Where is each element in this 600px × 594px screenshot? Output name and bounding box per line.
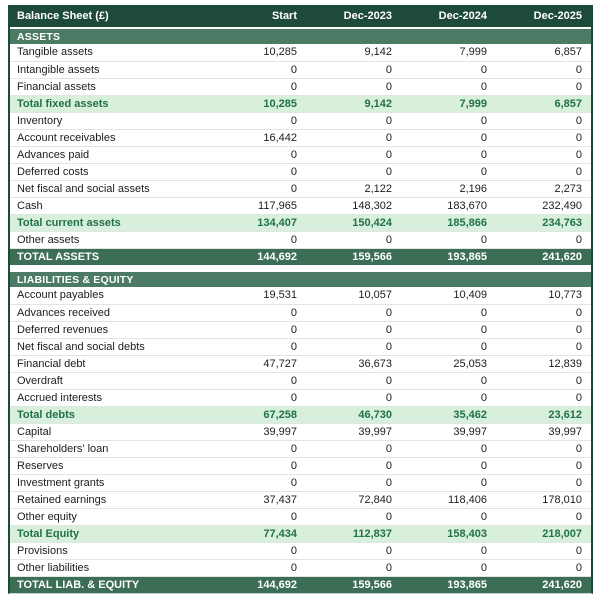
cell-value: 0 bbox=[496, 542, 591, 559]
table-row bbox=[10, 355, 591, 372]
cell-value: 12,839 bbox=[496, 355, 591, 372]
cell-value: 117,965 bbox=[211, 197, 306, 214]
table-row bbox=[10, 44, 591, 61]
row-label: Deferred costs bbox=[10, 163, 211, 180]
balance-sheet-table bbox=[8, 5, 593, 594]
row-label: Total fixed assets bbox=[10, 95, 211, 112]
section-header-row bbox=[10, 271, 591, 287]
cell-value: 0 bbox=[306, 163, 401, 180]
cell-value: 0 bbox=[401, 338, 496, 355]
column-header-start: Start bbox=[211, 5, 306, 28]
cell-value: 0 bbox=[211, 112, 306, 129]
row-label: Other assets bbox=[10, 231, 211, 248]
cell-value: 150,424 bbox=[306, 214, 401, 231]
cell-value: 16,442 bbox=[211, 129, 306, 146]
cell-value: 0 bbox=[211, 231, 306, 248]
cell-value: 0 bbox=[496, 231, 591, 248]
cell-value: 0 bbox=[306, 78, 401, 95]
cell-value: 0 bbox=[306, 146, 401, 163]
cell-value: 0 bbox=[211, 78, 306, 95]
cell-value: 6,857 bbox=[496, 44, 591, 61]
cell-value: 159,566 bbox=[306, 248, 401, 265]
cell-value: 0 bbox=[306, 129, 401, 146]
cell-value: 218,007 bbox=[496, 525, 591, 542]
cell-value: 234,763 bbox=[496, 214, 591, 231]
row-label: Total current assets bbox=[10, 214, 211, 231]
cell-value: 0 bbox=[496, 112, 591, 129]
cell-value: 0 bbox=[306, 321, 401, 338]
table-row bbox=[10, 576, 591, 593]
row-label: Financial debt bbox=[10, 355, 211, 372]
cell-value: 0 bbox=[496, 457, 591, 474]
cell-value: 36,673 bbox=[306, 355, 401, 372]
table-row bbox=[10, 525, 591, 542]
cell-value: 0 bbox=[401, 321, 496, 338]
row-label: Net fiscal and social assets bbox=[10, 180, 211, 197]
table-row bbox=[10, 231, 591, 248]
row-label: TOTAL LIAB. & EQUITY bbox=[10, 576, 211, 593]
cell-value: 0 bbox=[211, 474, 306, 491]
cell-value: 72,840 bbox=[306, 491, 401, 508]
cell-value: 0 bbox=[306, 112, 401, 129]
table-row bbox=[10, 304, 591, 321]
row-label: Other liabilities bbox=[10, 559, 211, 576]
cell-value: 10,057 bbox=[306, 287, 401, 304]
cell-value: 0 bbox=[306, 338, 401, 355]
cell-value: 0 bbox=[211, 146, 306, 163]
row-label: Retained earnings bbox=[10, 491, 211, 508]
column-header-dec-2024: Dec-2024 bbox=[401, 5, 496, 28]
cell-value: 112,837 bbox=[306, 525, 401, 542]
header-row bbox=[10, 5, 591, 28]
row-label: Reserves bbox=[10, 457, 211, 474]
table-row bbox=[10, 372, 591, 389]
column-header-dec-2023: Dec-2023 bbox=[306, 5, 401, 28]
table-row bbox=[10, 457, 591, 474]
cell-value: 0 bbox=[496, 372, 591, 389]
cell-value: 0 bbox=[496, 474, 591, 491]
cell-value: 144,692 bbox=[211, 576, 306, 593]
row-label: Financial assets bbox=[10, 78, 211, 95]
row-label: Net fiscal and social debts bbox=[10, 338, 211, 355]
cell-value: 0 bbox=[211, 559, 306, 576]
cell-value: 19,531 bbox=[211, 287, 306, 304]
cell-value: 0 bbox=[401, 231, 496, 248]
table-row bbox=[10, 491, 591, 508]
cell-value: 0 bbox=[306, 372, 401, 389]
row-label: Account receivables bbox=[10, 129, 211, 146]
cell-value: 0 bbox=[401, 304, 496, 321]
cell-value: 0 bbox=[306, 389, 401, 406]
cell-value: 118,406 bbox=[401, 491, 496, 508]
row-label: Account payables bbox=[10, 287, 211, 304]
cell-value: 0 bbox=[496, 61, 591, 78]
table-row bbox=[10, 287, 591, 304]
cell-value: 10,285 bbox=[211, 44, 306, 61]
cell-value: 47,727 bbox=[211, 355, 306, 372]
column-header-dec-2025: Dec-2025 bbox=[496, 5, 591, 28]
row-label: Cash bbox=[10, 197, 211, 214]
cell-value: 0 bbox=[401, 440, 496, 457]
table-row bbox=[10, 129, 591, 146]
table-row bbox=[10, 95, 591, 112]
cell-value: 0 bbox=[401, 508, 496, 525]
row-label: Deferred revenues bbox=[10, 321, 211, 338]
cell-value: 0 bbox=[401, 129, 496, 146]
row-label: Total Equity bbox=[10, 525, 211, 542]
cell-value: 0 bbox=[306, 508, 401, 525]
cell-value: 23,612 bbox=[496, 406, 591, 423]
cell-value: 0 bbox=[211, 180, 306, 197]
cell-value: 159,566 bbox=[306, 576, 401, 593]
row-label: Capital bbox=[10, 423, 211, 440]
cell-value: 0 bbox=[496, 389, 591, 406]
table-row bbox=[10, 542, 591, 559]
cell-value: 0 bbox=[211, 508, 306, 525]
table-row bbox=[10, 180, 591, 197]
cell-value: 6,857 bbox=[496, 95, 591, 112]
cell-value: 241,620 bbox=[496, 576, 591, 593]
cell-value: 232,490 bbox=[496, 197, 591, 214]
cell-value: 0 bbox=[496, 163, 591, 180]
table-row bbox=[10, 338, 591, 355]
cell-value: 2,122 bbox=[306, 180, 401, 197]
cell-value: 178,010 bbox=[496, 491, 591, 508]
cell-value: 0 bbox=[211, 542, 306, 559]
cell-value: 9,142 bbox=[306, 44, 401, 61]
cell-value: 0 bbox=[211, 61, 306, 78]
cell-value: 0 bbox=[401, 457, 496, 474]
cell-value: 183,670 bbox=[401, 197, 496, 214]
cell-value: 0 bbox=[401, 112, 496, 129]
table-title: Balance Sheet (£) bbox=[10, 5, 211, 28]
row-label: Intangible assets bbox=[10, 61, 211, 78]
cell-value: 0 bbox=[306, 542, 401, 559]
cell-value: 0 bbox=[401, 474, 496, 491]
cell-value: 10,285 bbox=[211, 95, 306, 112]
cell-value: 46,730 bbox=[306, 406, 401, 423]
table-row bbox=[10, 440, 591, 457]
table-row bbox=[10, 321, 591, 338]
table-row bbox=[10, 78, 591, 95]
cell-value: 0 bbox=[306, 231, 401, 248]
cell-value: 0 bbox=[306, 304, 401, 321]
cell-value: 0 bbox=[496, 440, 591, 457]
cell-value: 0 bbox=[306, 457, 401, 474]
row-label: Tangible assets bbox=[10, 44, 211, 61]
cell-value: 9,142 bbox=[306, 95, 401, 112]
cell-value: 0 bbox=[496, 559, 591, 576]
cell-value: 39,997 bbox=[401, 423, 496, 440]
cell-value: 0 bbox=[306, 61, 401, 78]
cell-value: 10,409 bbox=[401, 287, 496, 304]
row-label: Overdraft bbox=[10, 372, 211, 389]
table-row bbox=[10, 146, 591, 163]
cell-value: 7,999 bbox=[401, 95, 496, 112]
cell-value: 0 bbox=[211, 440, 306, 457]
cell-value: 0 bbox=[496, 321, 591, 338]
cell-value: 0 bbox=[496, 146, 591, 163]
cell-value: 158,403 bbox=[401, 525, 496, 542]
row-label: Shareholders' loan bbox=[10, 440, 211, 457]
row-label: TOTAL ASSETS bbox=[10, 248, 211, 265]
row-label: Accrued interests bbox=[10, 389, 211, 406]
row-label: Advances paid bbox=[10, 146, 211, 163]
cell-value: 0 bbox=[211, 304, 306, 321]
table-row bbox=[10, 474, 591, 491]
cell-value: 0 bbox=[401, 61, 496, 78]
cell-value: 134,407 bbox=[211, 214, 306, 231]
table-row bbox=[10, 508, 591, 525]
cell-value: 25,053 bbox=[401, 355, 496, 372]
cell-value: 77,434 bbox=[211, 525, 306, 542]
cell-value: 35,462 bbox=[401, 406, 496, 423]
section-header-row bbox=[10, 28, 591, 44]
row-label: Inventory bbox=[10, 112, 211, 129]
table-row bbox=[10, 423, 591, 440]
table-row bbox=[10, 248, 591, 265]
row-label: Advances received bbox=[10, 304, 211, 321]
cell-value: 37,437 bbox=[211, 491, 306, 508]
table-row bbox=[10, 389, 591, 406]
cell-value: 0 bbox=[401, 78, 496, 95]
cell-value: 0 bbox=[496, 304, 591, 321]
table-body bbox=[10, 28, 591, 593]
cell-value: 0 bbox=[211, 321, 306, 338]
table-row bbox=[10, 112, 591, 129]
cell-value: 0 bbox=[306, 440, 401, 457]
row-label: Other equity bbox=[10, 508, 211, 525]
cell-value: 148,302 bbox=[306, 197, 401, 214]
table-row bbox=[10, 214, 591, 231]
cell-value: 0 bbox=[211, 338, 306, 355]
cell-value: 0 bbox=[306, 474, 401, 491]
cell-value: 0 bbox=[496, 338, 591, 355]
table-row bbox=[10, 559, 591, 576]
cell-value: 0 bbox=[211, 389, 306, 406]
table-row bbox=[10, 406, 591, 423]
balance-sheet bbox=[10, 5, 591, 593]
section-header: ASSETS bbox=[10, 28, 591, 44]
cell-value: 0 bbox=[211, 457, 306, 474]
cell-value: 193,865 bbox=[401, 576, 496, 593]
cell-value: 0 bbox=[401, 163, 496, 180]
cell-value: 0 bbox=[496, 129, 591, 146]
cell-value: 0 bbox=[496, 508, 591, 525]
table-row bbox=[10, 163, 591, 180]
cell-value: 2,273 bbox=[496, 180, 591, 197]
cell-value: 0 bbox=[401, 372, 496, 389]
cell-value: 0 bbox=[211, 163, 306, 180]
cell-value: 0 bbox=[401, 559, 496, 576]
cell-value: 193,865 bbox=[401, 248, 496, 265]
table-row bbox=[10, 61, 591, 78]
row-label: Provisions bbox=[10, 542, 211, 559]
cell-value: 39,997 bbox=[211, 423, 306, 440]
table-header bbox=[10, 5, 591, 28]
cell-value: 0 bbox=[496, 78, 591, 95]
cell-value: 10,773 bbox=[496, 287, 591, 304]
cell-value: 0 bbox=[401, 542, 496, 559]
cell-value: 39,997 bbox=[496, 423, 591, 440]
cell-value: 0 bbox=[306, 559, 401, 576]
cell-value: 0 bbox=[401, 146, 496, 163]
cell-value: 185,866 bbox=[401, 214, 496, 231]
cell-value: 0 bbox=[401, 389, 496, 406]
cell-value: 0 bbox=[211, 372, 306, 389]
cell-value: 67,258 bbox=[211, 406, 306, 423]
cell-value: 39,997 bbox=[306, 423, 401, 440]
cell-value: 2,196 bbox=[401, 180, 496, 197]
cell-value: 144,692 bbox=[211, 248, 306, 265]
table-row bbox=[10, 197, 591, 214]
row-label: Total debts bbox=[10, 406, 211, 423]
section-header: LIABILITIES & EQUITY bbox=[10, 271, 591, 287]
cell-value: 241,620 bbox=[496, 248, 591, 265]
row-label: Investment grants bbox=[10, 474, 211, 491]
cell-value: 7,999 bbox=[401, 44, 496, 61]
